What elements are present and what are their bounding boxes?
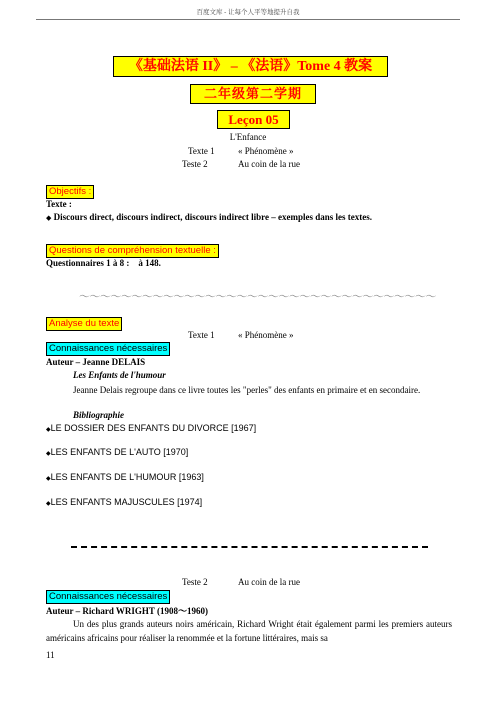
bibliography-item bbox=[46, 423, 256, 433]
bibliography-text: LES ENFANTS MAJUSCULES [1974] bbox=[50, 497, 203, 507]
text2-title: Au coin de la rue bbox=[238, 159, 300, 169]
connaissances-label-2: Connaissances nécessaires bbox=[46, 590, 170, 604]
bibliography-text: LE DOSSIER DES ENFANTS DU DIVORCE [1967] bbox=[50, 423, 257, 433]
text1-title: « Phénomène » bbox=[238, 146, 294, 156]
questions-heading: Questions de compréhension textuelle : bbox=[46, 244, 219, 258]
questions-text: Questionnaires 1 à 8 : à 148. bbox=[46, 258, 161, 268]
bibliography-item bbox=[46, 497, 202, 507]
objectifs-heading: Objectifs : bbox=[46, 185, 94, 199]
analyse-heading: Analyse du texte bbox=[46, 317, 122, 331]
bibliographie-label: Bibliographie bbox=[73, 410, 125, 420]
auteur-2: Auteur – Richard WRIGHT (1908～1960) bbox=[46, 606, 209, 616]
book-description: Jeanne Delais regroupe dans ce livre toutes les "perles" des enfants en primaire et en secondaire. bbox=[73, 385, 421, 395]
lesson-theme: L'Enfance bbox=[229, 132, 267, 142]
lesson-title: Leçon 05 bbox=[217, 110, 290, 129]
bibliography-item bbox=[46, 447, 188, 457]
texte2-paragraph: Un des plus grands auteurs noirs américain, Richard Wright était également parmi les premiers auteurs américains africains pour réaliser la renommée et la fortune littéraires, mais sa bbox=[46, 619, 452, 643]
header-rule bbox=[36, 19, 460, 20]
book-title: Les Enfants de l'humour bbox=[73, 370, 166, 380]
text2-label: Teste 2 bbox=[182, 159, 208, 169]
page-number: 11 bbox=[46, 650, 55, 660]
objectifs-texte-label: Texte : bbox=[46, 199, 72, 209]
connaissances-label-1: Connaissances nécessaires bbox=[46, 342, 170, 356]
objectifs-bullet-text: Discours direct, discours indirect, discours indirect libre – exemples dans les textes. bbox=[53, 212, 372, 222]
bibliography-text: LES ENFANTS DE L'HUMOUR [1963] bbox=[50, 472, 204, 482]
analyse-text1-title: « Phénomène » bbox=[238, 330, 294, 340]
diamond-bullet-icon: ◆ bbox=[46, 214, 52, 222]
text1-label: Texte 1 bbox=[188, 146, 215, 156]
diamond-bullet-icon: ◆ bbox=[46, 451, 51, 457]
document-subtitle: 二年级第二学期 bbox=[190, 84, 316, 104]
document-title: 《基础法语 II》 – 《法语》Tome 4 教案 bbox=[113, 56, 388, 77]
wavy-separator: ～～～～～～～～～～～～～～～～～～～～～～～～～～～～～～～～～～ bbox=[79, 291, 436, 303]
bibliography-item bbox=[46, 472, 204, 482]
diamond-bullet-icon: ◆ bbox=[46, 501, 51, 507]
diamond-bullet-icon: ◆ bbox=[46, 476, 51, 482]
page-header: 百度文库 - 让每个人平等地提升自我 bbox=[196, 9, 300, 16]
auteur-1: Auteur – Jeanne DELAIS bbox=[46, 357, 146, 367]
diamond-bullet-icon: ◆ bbox=[46, 427, 51, 433]
texte2-title: Au coin de la rue bbox=[238, 577, 300, 587]
analyse-text1-label: Texte 1 bbox=[188, 330, 215, 340]
dashed-separator bbox=[71, 546, 428, 548]
objectifs-bullet-item bbox=[46, 212, 372, 222]
texte2-label: Teste 2 bbox=[182, 577, 208, 587]
bibliography-text: LES ENFANTS DE L'AUTO [1970] bbox=[50, 447, 189, 457]
